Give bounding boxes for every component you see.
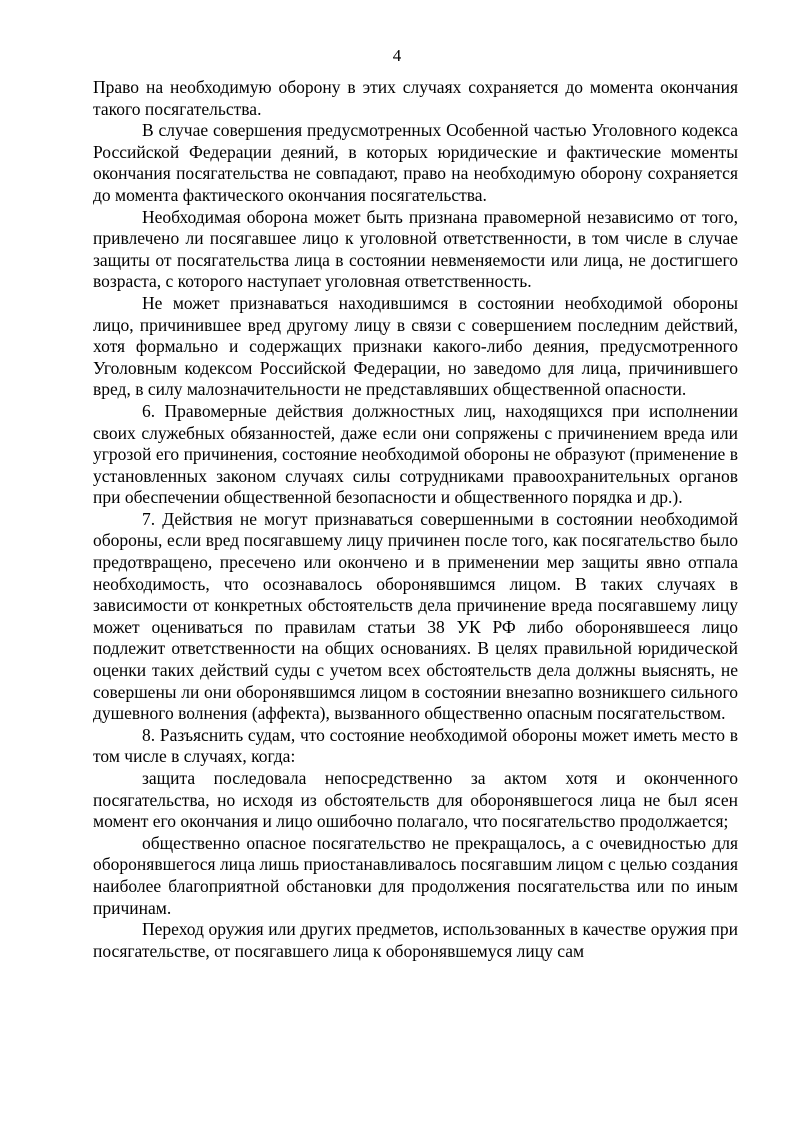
paragraph-item-8: 8. Разъяснить судам, что состояние необходимой обороны может иметь место в том числе в случаях, когда: <box>93 724 738 767</box>
paragraph: В случае совершения предусмотренных Особенной частью Уголовного кодекса Российской Федерации деяний, в которых юридические и фактические моменты окончания посягательства не совпадают, право на необходимую оборону сохраняется до момента фактического окончания посягательства. <box>93 120 738 205</box>
page-number: 4 <box>392 46 402 65</box>
paragraph-item-7: 7. Действия не могут признаваться совершенными в состоянии необходимой обороны, если вред посягавшему лицу причинен после того, как посягательство было предотвращено, пресечено или окончено и в применении мер защиты явно отпала необходимость, что осознавалось оборонявшимся лицом. В таких случаях в зависимости от конкретных обстоятельств дела причинение вреда посягавшему лицу может оцениваться по правилам статьи 38 УК РФ либо оборонявшееся лицо подлежит ответственности на общих основаниях. В целях правильной юридической оценки таких действий суды с учетом всех обстоятельств дела должны выяснять, не совершены ли они оборонявшимся лицом в состоянии внезапно возникшего сильного душевного волнения (аффекта), вызванного общественно опасным посягательством. <box>93 508 738 724</box>
paragraph: Переход оружия или других предметов, использованных в качестве оружия при посягательстве, от посягавшего лица к оборонявшемуся лицу сам <box>93 919 738 961</box>
paragraph-case-2: общественно опасное посягательство не прекращалось, а с очевидностью для оборонявшегося лица лишь приостанавливалось посягавшим лицом с целью создания наиболее благоприятной обстановки для продолжения посягательства или по иным причинам. <box>93 832 738 918</box>
paragraph-continuation: Право на необходимую оборону в этих случаях сохраняется до момента окончания такого посягательства. <box>93 77 738 119</box>
paragraph: Не может признаваться находившимся в состоянии необходимой обороны лицо, причинившее вред другому лицу в связи с совершением последним действий, хотя формально и содержащих признаки какого-либо деяния, предусмотренного Уголовным кодексом Российской Федерации, но заведомо для лица, причинившего вред, в силу малозначительности не представлявших общественной опасности. <box>93 292 738 400</box>
paragraph: Необходимая оборона может быть признана правомерной независимо от того, привлечено ли посягавшее лицо к уголовной ответственности, в том числе в случае защиты от посягательства лица в состоянии невменяемости или лица, не достигшего возраста, с которого наступает уголовная ответственность. <box>93 206 738 292</box>
paragraph-case-1: защита последовала непосредственно за актом хотя и оконченного посягательства, но исходя из обстоятельств для оборонявшегося лица не был ясен момент его окончания и лицо ошибочно полагало, что посягательство продолжается; <box>93 768 738 832</box>
paragraph-item-6: 6. Правомерные действия должностных лиц, находящихся при исполнении своих служебных обязанностей, даже если они сопряжены с причинением вреда или угрозой его причинения, состояние необходимой обороны не образуют (применение в установленных законом случаях силы сотрудниками правоохранительных органов при обеспечении общественной безопасности и общественного порядка и др.). <box>93 400 738 508</box>
document-body <box>93 77 738 962</box>
